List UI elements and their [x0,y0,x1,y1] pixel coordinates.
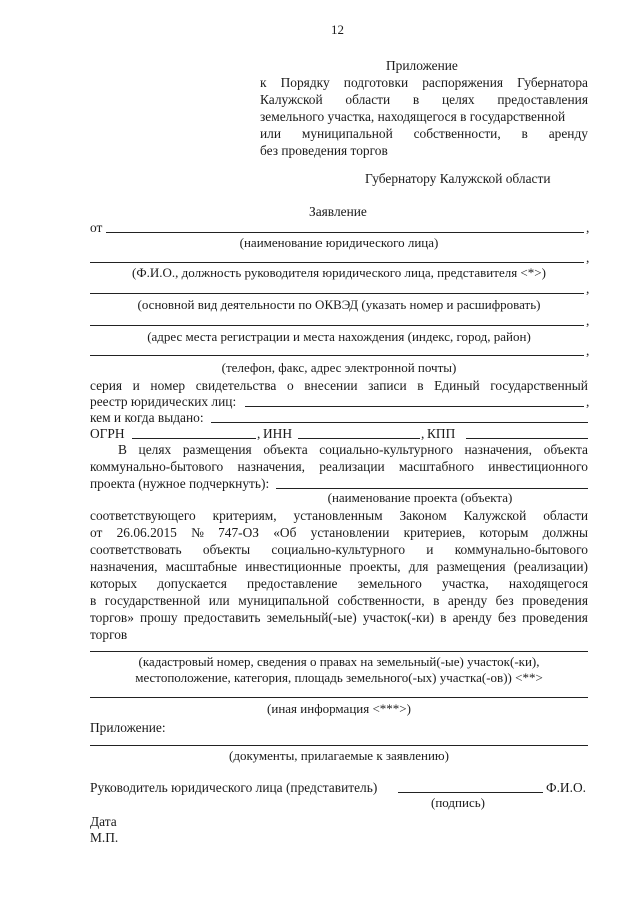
text-word: проведения [522,593,588,608]
body-line [90,507,588,524]
text-word: Законом [399,508,447,523]
form-heading: Заявление [309,204,367,219]
signature-field[interactable] [398,792,543,793]
text-word: муниципальной [238,593,330,608]
text-word: без [495,593,514,608]
address-field[interactable] [90,325,584,326]
text-word: «Об [273,525,297,540]
text-word: о [286,378,294,393]
text-word: 747-ОЗ [218,525,260,540]
text-word: свидетельства [195,378,277,393]
comma: , [586,313,590,328]
text-word: Порядку [280,75,330,90]
text-word: объекта [543,442,588,457]
comma: , [586,250,590,265]
signature-label: Руководитель юридического лица (представитель) [90,780,378,795]
comma: , [586,343,590,358]
text-word: к [260,75,267,90]
stamp-label: М.П. [90,830,119,845]
text-word: прошу [140,610,178,625]
appendix-line-1 [260,74,588,91]
text-word: назначения, [237,459,305,474]
text-word: в [417,378,424,393]
text-word: В [118,442,127,457]
text-word: земельного участка, находящегося в государственной [260,109,566,124]
body-line [90,541,588,558]
text-word: проведения [522,610,588,625]
inn-field[interactable] [298,438,420,439]
text-word: размещения [436,559,506,574]
project-field[interactable] [276,488,588,489]
body-line [90,458,588,475]
text-word: в [90,593,97,608]
text-word: проекты, [349,559,401,574]
text-word: масштабного [398,459,474,474]
text-word: масштабные [165,559,238,574]
text-word: от [90,525,103,540]
text-word: участка, [441,576,489,591]
text-word: муниципальной [301,126,393,141]
caption-other-info: (иная информация <***>) [267,701,411,716]
text-word: серия [90,378,123,393]
text-word: государственной [104,593,201,608]
other-info-field[interactable] [90,697,588,698]
ogrn-field[interactable] [132,438,256,439]
text-word: которых [90,576,138,591]
text-word: собственности, [413,126,501,141]
text-word: аренду [548,126,588,141]
text-word: внесении [304,378,358,393]
text-word: объекты [202,542,251,557]
body-line [90,575,588,592]
caption-project: (наименование проекта (объекта) [327,490,513,505]
text-word: предоставления [497,92,588,107]
appendix-title: Приложение [386,58,458,73]
text-word: 26.06.2015 [116,525,177,540]
text-word: в [433,593,440,608]
text-word: записи [368,378,407,393]
body-line [90,524,588,541]
contacts-field[interactable] [90,355,584,356]
text-word: Калужской [463,508,527,523]
ogrn-label: ОГРН [90,426,125,441]
text-word: находящегося [508,576,588,591]
text-word: которым [479,525,529,540]
certificate-registry-field[interactable] [245,406,584,407]
issued-by-field[interactable] [211,422,588,423]
text-word: целях [441,92,475,107]
text-word: и [132,378,140,393]
text-word: без проведения торгов [260,143,388,158]
text-word: размещения [182,442,252,457]
project-label: проекта (нужное подчеркнуть): [90,476,270,491]
text-word: установлении [310,525,390,540]
body-line [118,441,588,458]
text-word: или [260,126,282,141]
text-word: соответствующего [90,508,196,523]
text-word: социально-культурного [271,542,406,557]
text-word: критериев, [403,525,466,540]
certificate-registry-label: реестр юридических лиц: [90,394,237,409]
text-word: установленным [293,508,383,523]
text-word: аренду [452,610,492,625]
parcel-field[interactable] [90,651,588,652]
comma: , [586,220,590,235]
text-word: для [408,559,429,574]
text-word: (реализации) [513,559,588,574]
text-word: целях [138,442,172,457]
caption-okved: (основной вид деятельности по ОКВЭД (указать номер и расшифровать) [137,297,541,312]
text-word: инвестиционные [245,559,342,574]
text-word: области [543,508,588,523]
caption-head-name: (Ф.И.О., должность руководителя юридического лица, представителя <*>) [132,265,546,280]
caption-parcel-1: (кадастровый номер, сведения о правах на земельный(-ые) участок(-ки), [138,654,540,669]
text-word: номер [150,378,186,393]
text-word: предоставить [183,610,261,625]
body-line [90,592,588,609]
fio-label: Ф.И.О. [546,780,586,795]
text-word: назначения, [90,559,158,574]
comma: , [421,426,425,441]
comma: , [257,426,261,441]
text-word: распоряжения [422,75,504,90]
caption-signature: (подпись) [431,795,485,810]
caption-org-name: (наименование юридического лица) [239,235,439,250]
page-number: 12 [331,22,344,37]
text-word: коммунально-бытового [454,542,588,557]
text-word: земельный(-ые) [266,610,357,625]
documents-field[interactable] [90,745,588,746]
text-word: инвестиционного [488,459,588,474]
text-word: без [497,610,516,625]
text-word: государственный [490,378,588,393]
text-word: реализации [319,459,385,474]
from-label: от [90,220,103,235]
text-word: участок(-ки) [362,610,435,625]
body-line [90,609,588,626]
caption-address: (адрес места регистрации и места нахождения (индекс, город, район) [147,329,531,344]
caption-documents: (документы, прилагаемые к заявлению) [229,748,449,763]
text-word: Губернатора [517,75,588,90]
appendix-line-2 [260,91,588,108]
attachment-label: Приложение: [90,720,166,735]
comma: , [586,394,590,409]
text-word: назначения, [464,442,533,457]
appendix-line-4 [260,125,588,142]
text-word: в [521,126,528,141]
text-word: № [191,525,204,540]
text-word: объекта [263,442,308,457]
text-word: в [440,610,447,625]
text-word: подготовки [343,75,409,90]
text-word: Калужской [260,92,323,107]
text-word: аренду [447,593,488,608]
text-word: области [345,92,391,107]
certificate-line-1 [90,377,588,394]
date-label: Дата [90,814,117,829]
text-word: предоставление [247,576,338,591]
text-word: в [412,92,420,107]
text-word: торгов» [90,610,134,625]
appendix-line-3 [260,108,588,125]
body-line-last: торгов [90,627,128,642]
caption-contacts: (телефон, факс, адрес электронной почты) [221,360,457,375]
appendix-line-5 [260,142,588,159]
text-word: должны [542,525,588,540]
text-word: собственности, [337,593,425,608]
text-word: соответствовать [90,542,182,557]
text-word: земельного [357,576,422,591]
text-word: социально-культурного [319,442,453,457]
text-word: коммунально-бытового [90,459,224,474]
kpp-label: КПП [427,426,456,441]
head-name-field[interactable] [90,262,584,263]
text-word: и [426,542,434,557]
kpp-field[interactable] [466,438,588,439]
text-word: допускается [157,576,227,591]
text-word: критериям, [212,508,277,523]
comma: , [586,281,590,296]
text-word: или [208,593,230,608]
inn-label: ИНН [263,426,293,441]
org-name-field[interactable] [106,232,584,233]
addressee: Губернатору Калужской области [365,171,551,186]
text-word: Единый [434,378,480,393]
okved-field[interactable] [90,293,584,294]
body-line [90,558,588,575]
caption-parcel-2: местоположение, категория, площадь земельного(-ых) участка(-ов)) <**> [135,670,543,685]
issued-by-label: кем и когда выдано: [90,410,204,425]
